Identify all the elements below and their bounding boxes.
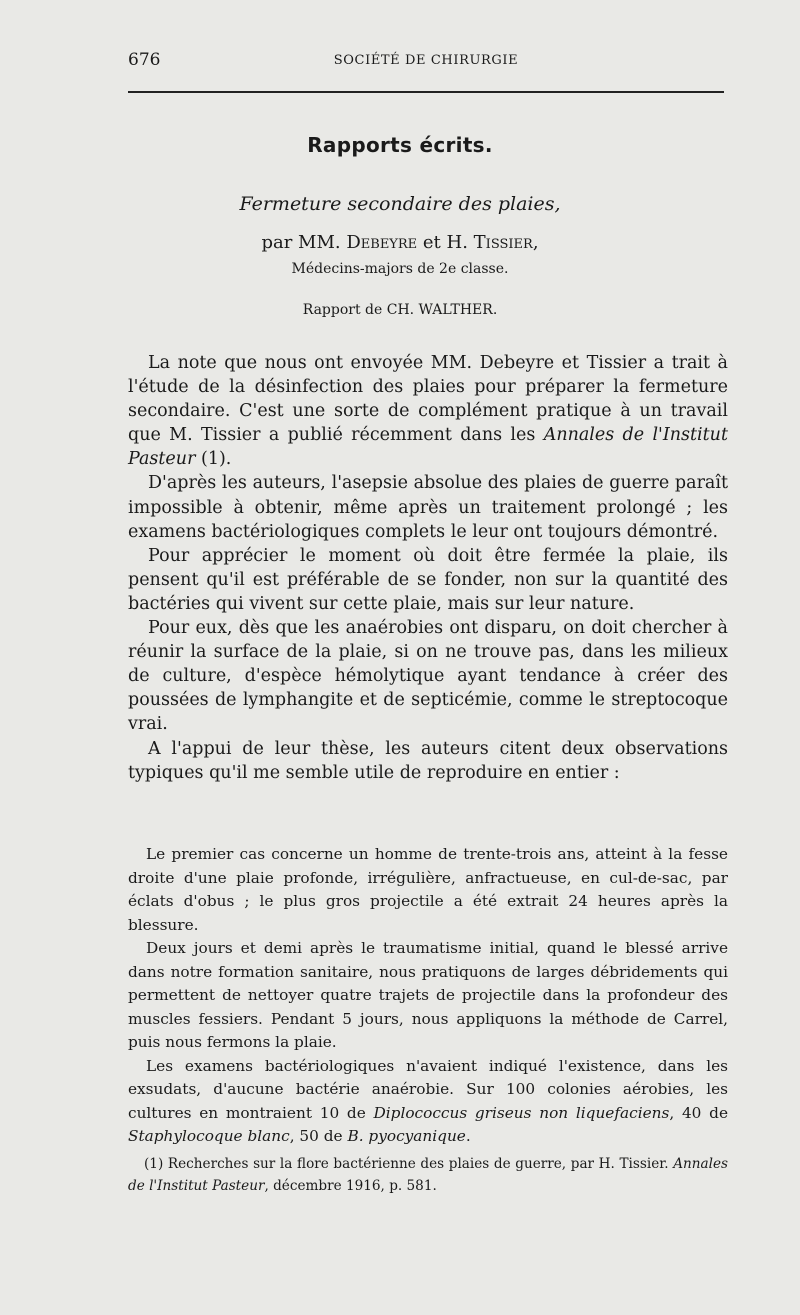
paragraph-4: Pour eux, dès que les anaérobies ont disparu, on doit chercher à réunir la surface de la plaie, si on ne trouve pas, dans les milieux de culture, d'espèce hémolytique ayant tendance à créer des poussées de lymphangite et de septicémie, comme le streptocoque vrai. <box>128 618 728 735</box>
article-title: Fermeture secondaire des plaies, <box>239 193 561 215</box>
observation-paragraph-2: Deux jours et demi après le traumatisme initial, quand le blessé arrive dans notre formation sanitaire, nous pratiquons de larges débridements qui permettent de nettoyer quatre trajets de projectile dans la profondeur des muscles fessiers. Pendant 5 jours, nous appliquons la méthode de Carrel, puis nous fermons la plaie. <box>128 939 728 1051</box>
species-staphylocoque: Staphylocoque blanc <box>128 1127 290 1145</box>
case-observation <box>128 843 728 1149</box>
authors-prefix: par MM. <box>261 232 341 253</box>
section-title: Rapports écrits. <box>307 133 493 157</box>
footnote-1: (1) Recherches sur la flore bactérienne des plaies de guerre, par H. Tissier. Annales de l'Institut Pasteur, décembre 1916, p. 581. <box>128 1156 728 1194</box>
running-title: SOCIÉTÉ DE CHIRURGIE <box>333 53 519 68</box>
authors-affiliation: Médecins-majors de 2e classe. <box>291 261 509 277</box>
header-rule <box>128 91 724 93</box>
observation-paragraph-1: Le premier cas concerne un homme de trente-trois ans, atteint à la fesse droite d'une plaie profonde, irrégulière, anfractueuse, en cul-de-sac, par éclats d'obus ; le plus gros projectile a été extrait 24 heures après la blessure. <box>128 845 728 934</box>
article-authors <box>0 232 800 253</box>
authors-suffix: , <box>532 232 539 253</box>
page-number: 676 <box>128 50 161 70</box>
paragraph-5: A l'appui de leur thèse, les auteurs citent deux observations typiques qu'il me semble utile de reproduire en entier : <box>128 738 728 783</box>
species-pyocyanique: B. pyocyanique <box>347 1127 466 1145</box>
running-header <box>128 50 724 80</box>
rapport-byline: Rapport de CH. WALTHER. <box>302 302 498 318</box>
author-debeyre: Debeyre <box>346 232 418 253</box>
authors-and: et H. <box>422 232 468 253</box>
paragraph-1: La note que nous ont envoyée MM. Debeyre et Tissier a trait à l'étude de la désinfection des plaies pour préparer la fermeture secondaire. C'est une sorte de complément pratique à un travail que M. Tissier a publié récemment dans les Annales de l'Institut Pasteur (1). <box>128 353 728 470</box>
footnote-journal: Annales de l'Institut Pasteur <box>128 1156 728 1194</box>
paragraph-2: D'après les auteurs, l'asepsie absolue des plaies de guerre paraît impossible à obtenir, même après un traitement prolongé ; les examens bactériologiques complets le leur ont toujours démontré. <box>128 473 728 542</box>
footnote <box>128 1154 728 1197</box>
paragraph-3: Pour apprécier le moment où doit être fermée la plaie, ils pensent qu'il est préférable de se fonder, non sur la quantité des bactéries qui vivent sur cette plaie, mais sur leur nature. <box>128 545 728 614</box>
observation-paragraph-3: Les examens bactériologiques n'avaient indiqué l'existence, dans les exsudats, d'aucune bactérie anaérobie. Sur 100 colonies aérobies, les cultures en montraient 10 de Diplococcus griseus non liquefaciens, 40 de Staphylocoque blanc, 50 de B. pyocyanique. <box>128 1056 728 1145</box>
journal-reference: Annales de l'Institut Pasteur <box>128 425 728 470</box>
species-diplococcus: Diplococcus griseus non liquefaciens <box>373 1103 670 1122</box>
report-body <box>128 351 728 785</box>
author-tissier: Tissier <box>473 232 533 253</box>
